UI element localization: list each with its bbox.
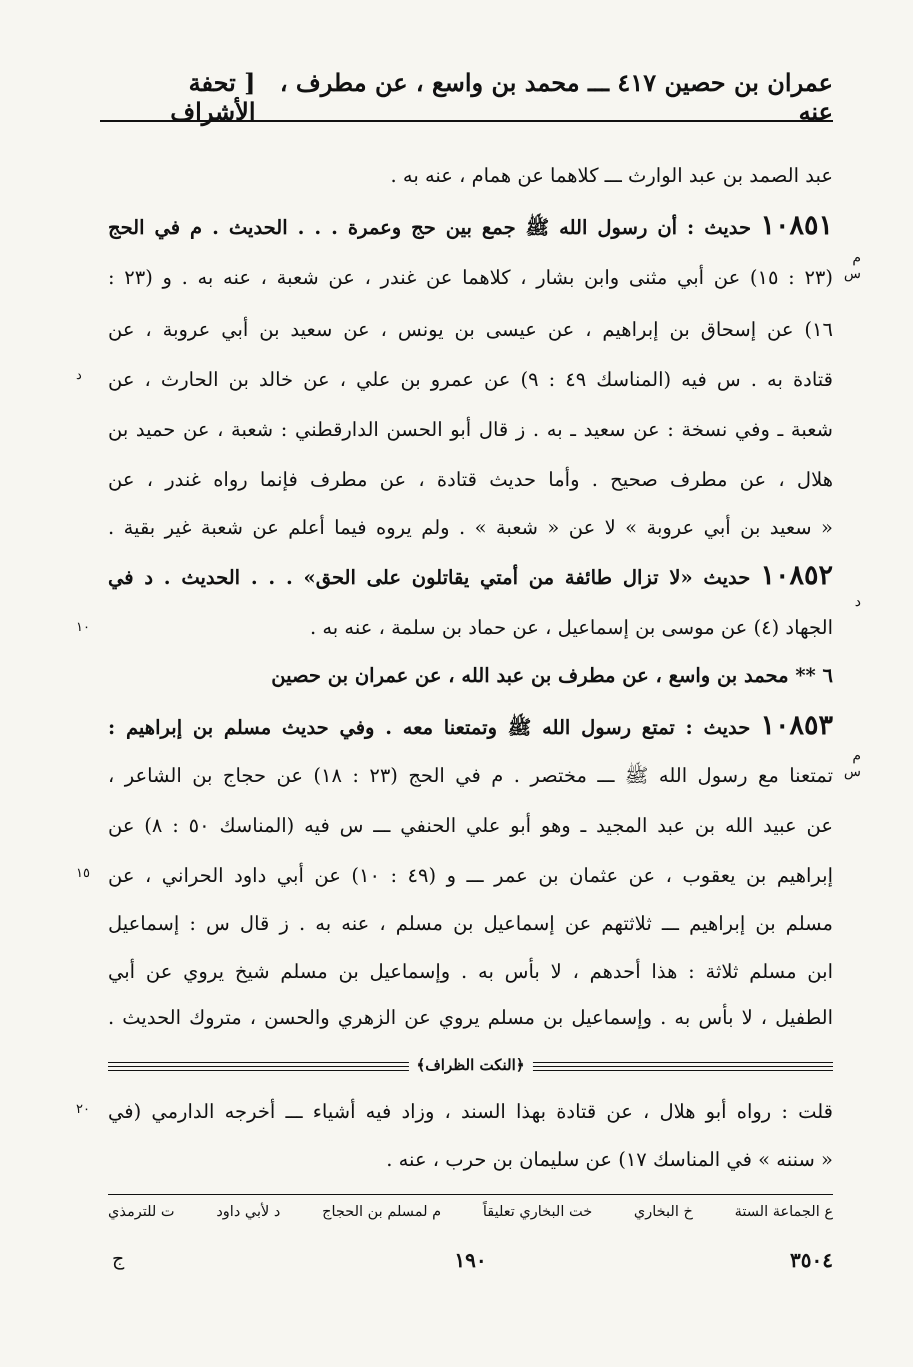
running-header (100, 68, 833, 126)
margin-sigla: م س (843, 748, 861, 780)
nukat-separator (108, 1056, 833, 1076)
abbr-item: ع الجماعة الستة (734, 1204, 833, 1220)
nukat-label: ﴿النكت الظراف﴾ (408, 1056, 532, 1074)
text-line: شعبة ـ وفي نسخة : عن سعيد ـ به . ز قال أبو الحسن الدارقطني : شعبة ، عن حميد بن (108, 418, 833, 441)
page-number: ١٩٠ (454, 1248, 487, 1272)
abbr-item: د لأبي داود (216, 1204, 281, 1220)
abbr-item: م لمسلم بن الحجاج (322, 1204, 442, 1220)
margin-line-number: ١٥ (76, 866, 90, 881)
volume-marker: ٣٥٠٤ (790, 1248, 833, 1272)
footer-rule (108, 1194, 833, 1195)
text-line: الجهاد (٤) عن موسى بن إسماعيل ، عن حماد بن سلمة ، عنه به . (309, 616, 833, 639)
hadith-number: ١٠٨٥٣ (760, 710, 833, 741)
note-line: « سننه » في المناسك ١٧) عن سليمان بن حرب ، عنه . (386, 1148, 833, 1171)
signature-mark: ج (112, 1248, 125, 1270)
text-line: (٢٣ : ١٥) عن أبي مثنى وابن بشار ، كلاهما عن غندر ، عن شعبة ، عنه به . و (٢٣ : (108, 266, 833, 289)
text-line: تمتعنا مع رسول الله ﷺ ـــ مختصر . م في الحج (٢٣ : ١٨) عن حجاج بن الشاعر ، (108, 764, 833, 787)
abbreviation-key (108, 1204, 833, 1230)
abbr-item: خ البخاري (633, 1204, 693, 1220)
margin-sigla: د (76, 368, 82, 383)
section-heading: ٦ ** محمد بن واسع ، عن مطرف بن عبد الله ، عن عمران بن حصين (271, 664, 833, 687)
text-line: ابن مسلم ثلاثة : هذا أحدهم ، لا بأس به . وإسماعيل بن مسلم شيخ يروي عن أبي (108, 960, 833, 983)
margin-line-number: ١٠ (76, 620, 90, 635)
text-line: عبد الصمد بن عبد الوارث ـــ كلاهما عن همام ، عنه به . (390, 164, 833, 187)
abbr-item: ت للترمذي (108, 1204, 175, 1220)
text-line: « سعيد بن أبي عروبة » لا عن « شعبة » . ولم يروه فيما أعلم عن شعبة غير بقية . (108, 516, 833, 539)
text-line: إبراهيم بن يعقوب ، عن عثمان بن عمر ـــ و (٤٩ : ١٠) عن أبي داود الحراني ، عن (108, 864, 833, 887)
header-rule (100, 120, 833, 122)
margin-sigla: د (854, 594, 861, 610)
text-line: عن عبيد الله بن عبد المجيد ـ وهو أبو علي الحنفي ـــ س فيه (المناسك ٥٠ : ٨) عن (108, 814, 833, 837)
header-book-title: [ تحفة الأشراف (170, 68, 256, 126)
hadith-line: ١٠٨٥٣ حديث : تمتع رسول الله ﷺ وتمتعنا معه . وفي حديث مسلم بن إبراهيم : (108, 710, 833, 741)
hadith-number: ١٠٨٥٢ (760, 560, 833, 591)
header-chapter-title: عمران بن حصين ٤١٧ ـــ محمد بن واسع ، عن مطرف ، عنه (279, 68, 833, 126)
hadith-line: ١٠٨٥٢ حديث «لا تزال طائفة من أمتي يقاتلون على الحق» . . . الحديث . د في (108, 560, 833, 591)
hadith-line: ١٠٨٥١ حديث : أن رسول الله ﷺ جمع بين حج وعمرة . . . الحديث . م في الحج (108, 210, 833, 241)
text-line: قتادة به . س فيه (المناسك ٤٩ : ٩) عن عمرو بن علي ، عن خالد بن الحارث ، عن (108, 368, 833, 391)
text-line: الطفيل ، لا بأس به . وإسماعيل بن مسلم يروي عن الزهري والحسن ، متروك الحديث . (108, 1006, 833, 1029)
note-line: قلت : رواه أبو هلال ، عن قتادة بهذا السند ، وزاد فيه أشياء ـــ أخرجه الدارمي (في (108, 1100, 833, 1123)
margin-line-number: ٢٠ (76, 1102, 90, 1117)
abbr-item: خت البخاري تعليقاً (482, 1204, 593, 1220)
text-line: مسلم بن إبراهيم ـــ ثلاثتهم عن إسماعيل بن مسلم ، عنه به . ز قال س : إسماعيل (108, 912, 833, 935)
text-line: هلال ، عن مطرف صحيح . وأما حديث قتادة ، عن مطرف فإنما رواه غندر ، عن (108, 468, 833, 491)
text-line: ١٦) عن إسحاق بن إبراهيم ، عن عيسى بن يونس ، عن سعيد بن أبي عروبة ، عن (108, 318, 833, 341)
margin-sigla: م س (843, 250, 861, 282)
hadith-number: ١٠٨٥١ (760, 210, 833, 241)
page-footer (108, 1248, 833, 1278)
